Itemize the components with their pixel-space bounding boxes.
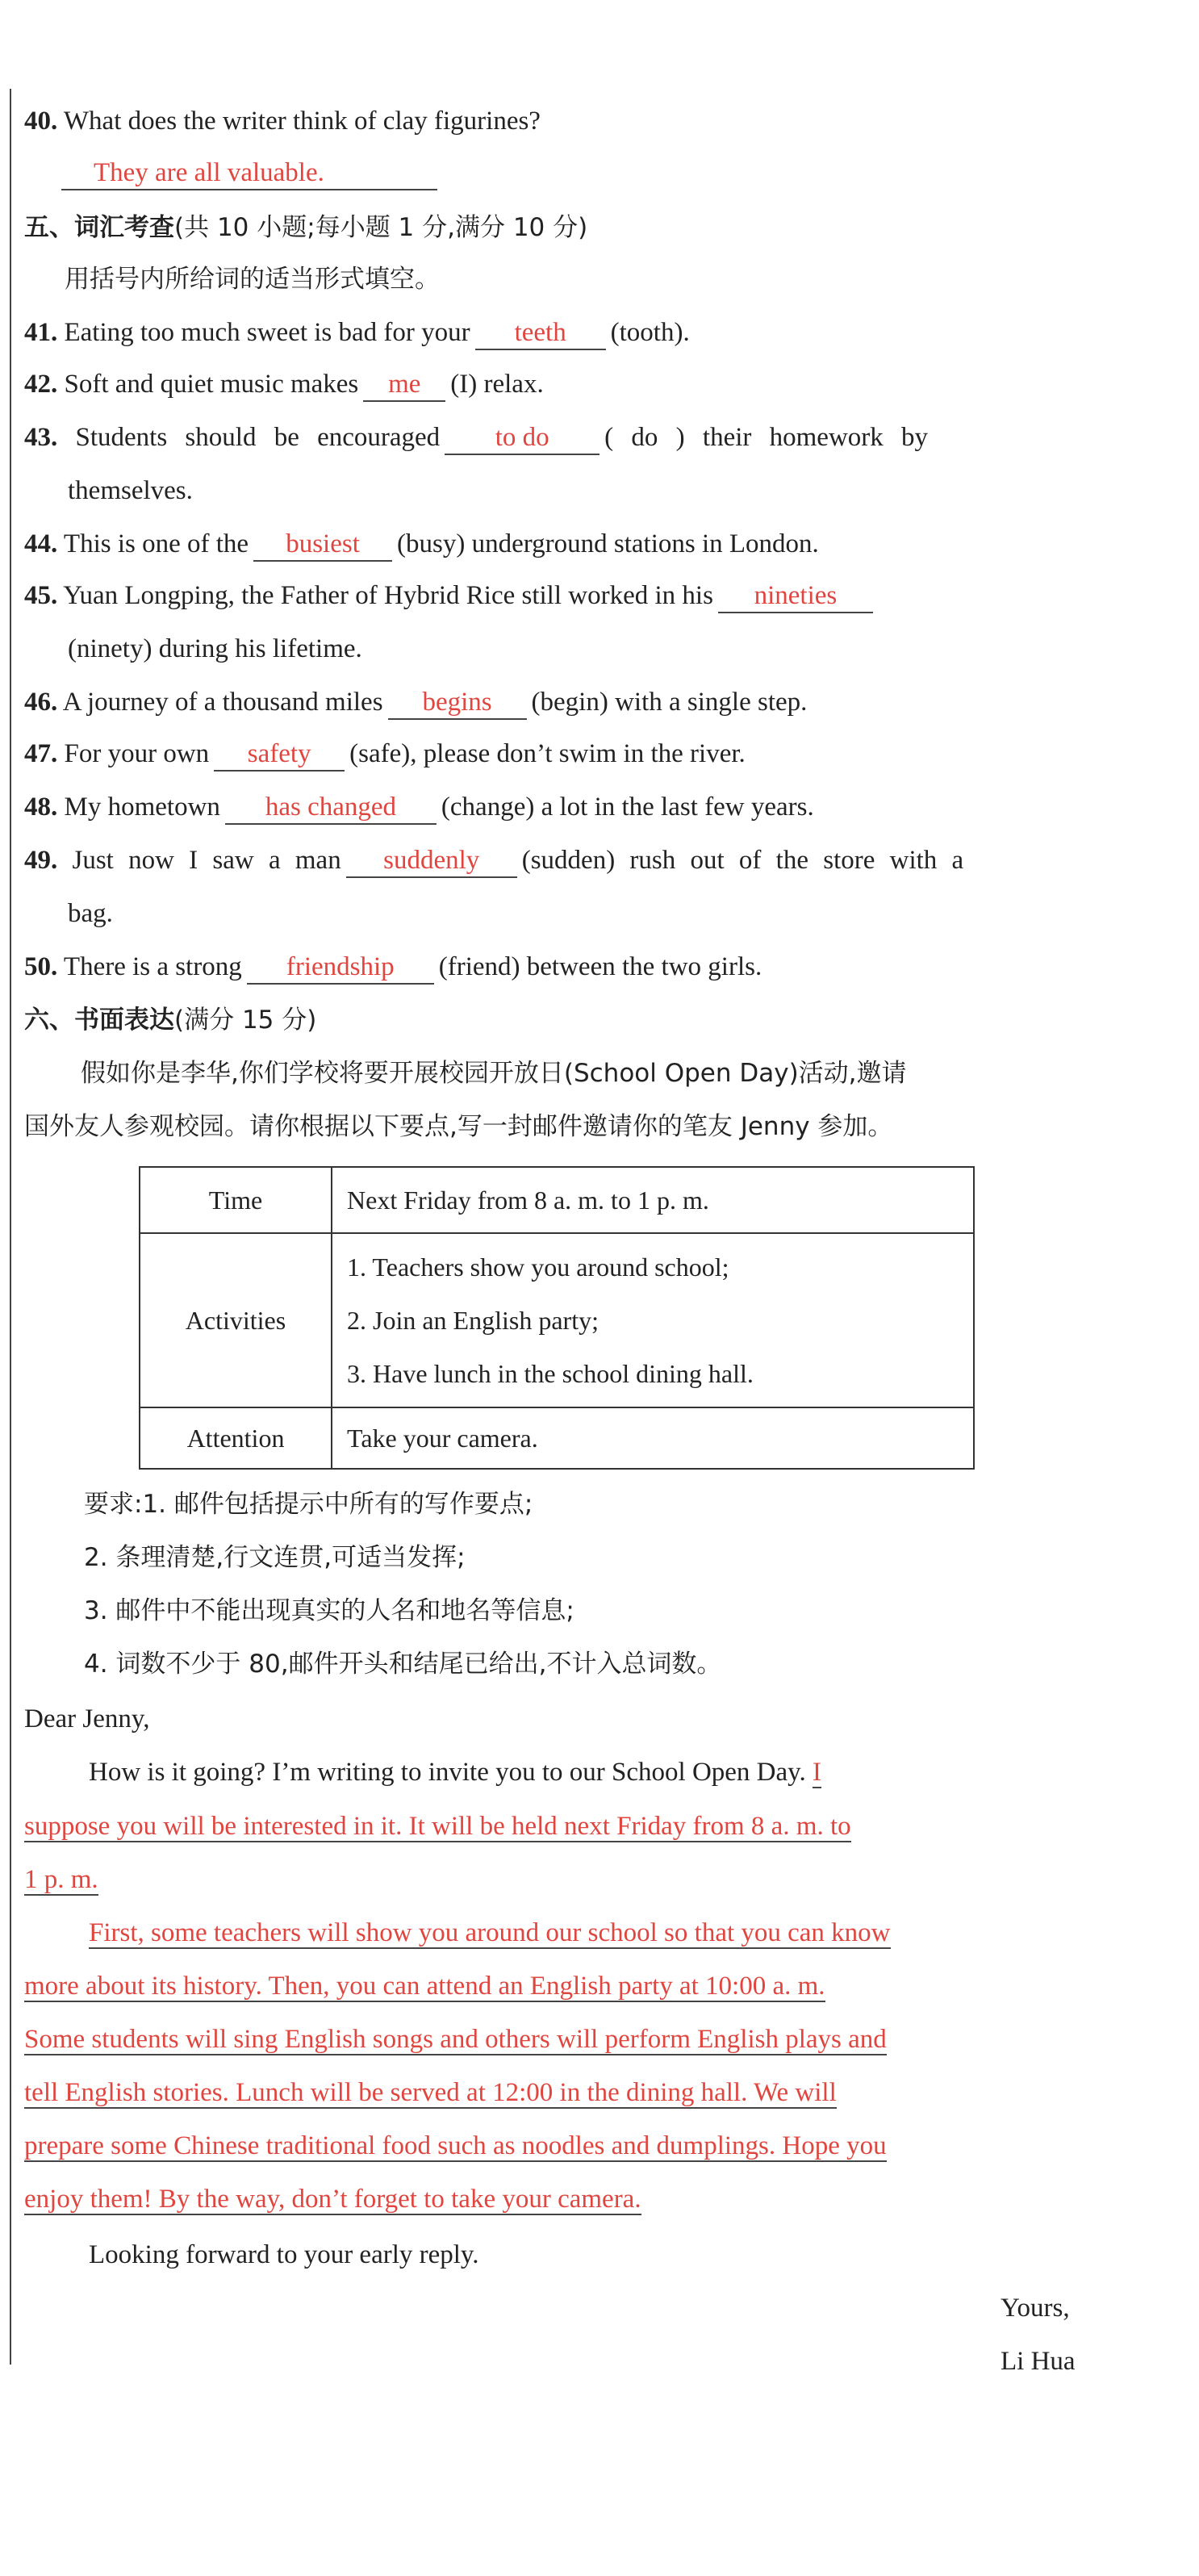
- requirement-2: 2. 条理清楚,行文连贯,可适当发挥;: [84, 1543, 466, 1572]
- letter-sign-name: Li Hua: [1001, 2347, 1076, 2376]
- table-row-activities: [140, 1233, 974, 1407]
- question-44: 44. This is one of the busiest (busy) underground stations in London.: [24, 525, 1078, 563]
- table-row-attention: [140, 1407, 974, 1469]
- answer-41: teeth: [475, 316, 606, 350]
- letter-sign-yours: Yours,: [1001, 2294, 1070, 2323]
- answer-44: busiest: [253, 528, 392, 562]
- section6-prompt-line1: 假如你是李华,你们学校将要开展校园开放日(School Open Day)活动,邀请: [81, 1059, 907, 1088]
- answer-50: friendship: [247, 951, 434, 985]
- section6-prompt-line2: 国外友人参观校园。请你根据以下要点,写一封邮件邀请你的笔友 Jenny 参加。: [24, 1112, 893, 1141]
- section5-heading: 五、词汇考查(共 10 小题;每小题 1 分,满分 10 分): [24, 213, 588, 242]
- time-label: Time: [140, 1167, 332, 1233]
- answer-47: safety: [214, 738, 345, 772]
- question-49: 49. Just now I saw a man suddenly (sudden) rush out of the store with a: [24, 841, 1078, 880]
- time-value: Next Friday from 8 a. m. to 1 p. m.: [332, 1167, 974, 1233]
- question-40: 40. What does the writer think of clay figurines?: [24, 107, 541, 136]
- attention-label: Attention: [140, 1407, 332, 1469]
- activity-3: 3. Have lunch in the school dining hall.: [347, 1359, 754, 1388]
- answer-40: They are all valuable.: [61, 157, 437, 190]
- question-47: 47. For your own safety (safe), please don’t swim in the river.: [24, 734, 1078, 773]
- question-43-cont: themselves.: [68, 476, 193, 505]
- margin-line: [10, 89, 11, 2365]
- requirements-table: [139, 1166, 975, 1470]
- letter-body: suppose you will be interested in it. It will be held next Friday from 8 a. m. to 1 p. m. First, some teachers will show you around our school so that you can know more about its history. Then, you can attend an English party at 10:00 a. m. Some students will sing English songs and others will perform English plays and tell English stories. Lunch will be served at 12:00 in the dining hall. We will prepare some Chinese traditional food such as noodles and dumplings. Hope you enjoy them! By the way, don’t forget to take your camera.: [24, 1812, 891, 2214]
- attention-value: Take your camera.: [332, 1407, 974, 1469]
- question-43: 43. Students should be encouraged to do ( do ) their homework by: [24, 418, 1078, 457]
- answer-42: me: [363, 368, 445, 402]
- requirement-4: 4. 词数不少于 80,邮件开头和结尾已给出,不计入总词数。: [84, 1650, 722, 1679]
- question-46: 46. A journey of a thousand miles begins (begin) with a single step.: [24, 683, 1078, 721]
- question-45: 45. Yuan Longping, the Father of Hybrid Rice still worked in his nineties: [24, 576, 1078, 615]
- answer-43: to do: [445, 421, 600, 455]
- section5-instruction: 用括号内所给词的适当形式填空。: [65, 265, 440, 294]
- answer-49: suddenly: [346, 844, 517, 878]
- question-48: 48. My hometown has changed (change) a lot in the last few years.: [24, 788, 1078, 826]
- question-45-cont: (ninety) during his lifetime.: [68, 634, 362, 663]
- letter-closing: Looking forward to your early reply.: [89, 2240, 479, 2269]
- question-41: 41. Eating too much sweet is bad for your teeth (tooth).: [24, 313, 1078, 352]
- section6-heading: 六、书面表达(满分 15 分): [24, 1006, 317, 1035]
- answer-40-row: [56, 153, 1078, 192]
- requirement-1: 要求:1. 邮件包括提示中所有的写作要点;: [84, 1490, 533, 1519]
- activities-label: Activities: [140, 1233, 332, 1407]
- answer-46: begins: [388, 686, 527, 720]
- answer-48: has changed: [225, 791, 437, 825]
- answer-45: nineties: [718, 579, 873, 613]
- letter-greeting: Dear Jenny,: [24, 1704, 150, 1733]
- question-50: 50. There is a strong friendship (friend) between the two girls.: [24, 947, 1078, 986]
- requirement-3: 3. 邮件中不能出现真实的人名和地名等信息;: [84, 1596, 574, 1625]
- activity-2: 2. Join an English party;: [347, 1306, 599, 1335]
- table-row-time: [140, 1167, 974, 1233]
- activity-1: 1. Teachers show you around school;: [347, 1252, 729, 1282]
- letter-opening: How is it going? I’m writing to invite you to our School Open Day. I: [89, 1758, 822, 1787]
- question-42: 42. Soft and quiet music makes me (I) relax.: [24, 365, 1078, 404]
- question-49-cont: bag.: [68, 899, 113, 928]
